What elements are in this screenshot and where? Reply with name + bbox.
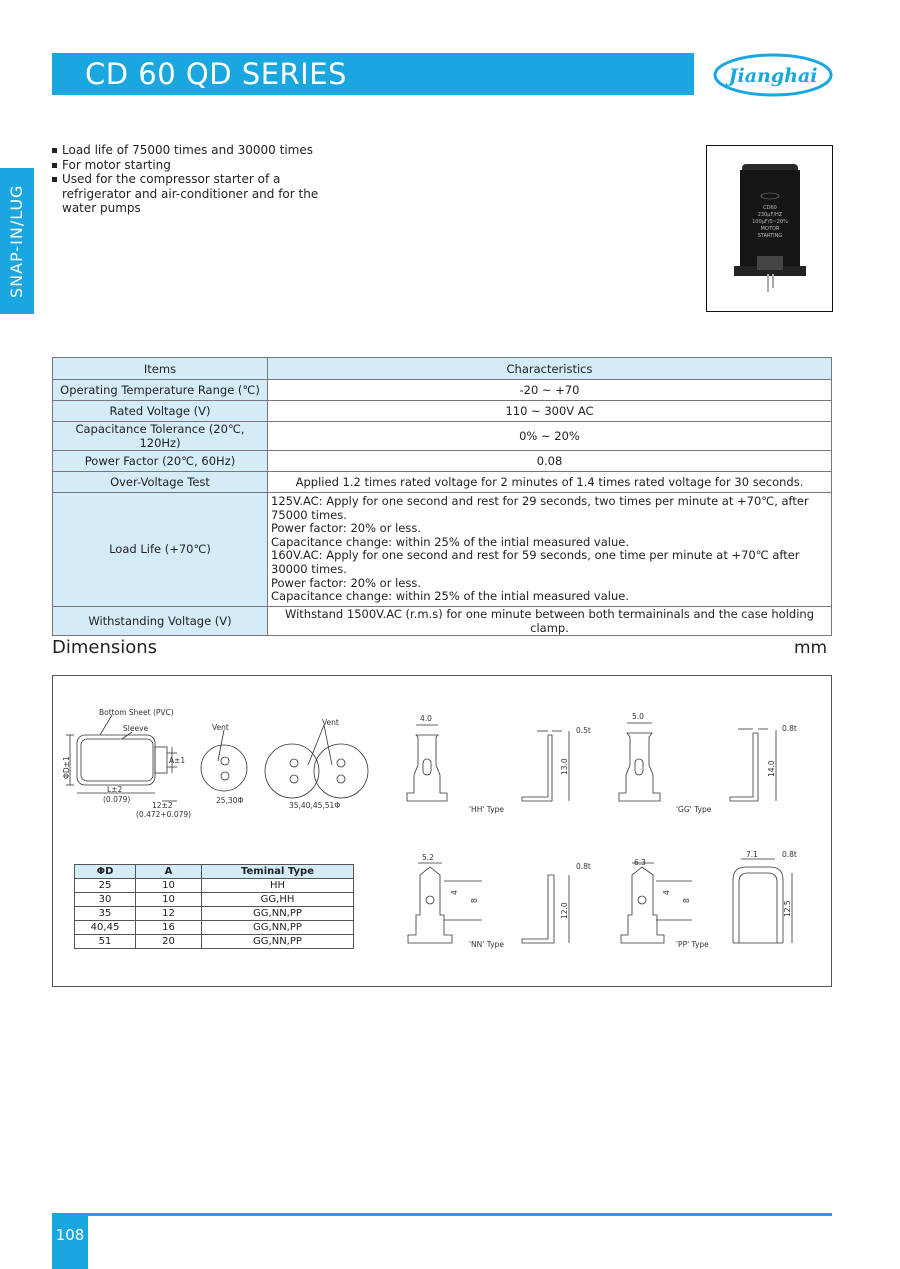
svg-text:14.0: 14.0 — [767, 760, 776, 777]
label-vent-large: Vent — [322, 718, 339, 727]
header-items: Items — [53, 358, 268, 380]
label-l-tol: (0.079) — [103, 795, 131, 804]
svg-text:8: 8 — [470, 898, 479, 903]
label-sleeve: Sleeve — [123, 724, 149, 733]
svg-text:13.0: 13.0 — [560, 758, 569, 775]
table-row: Rated Voltage (V) 110 ~ 300V AC — [53, 401, 832, 422]
svg-text:100μF/0~20%: 100μF/0~20% — [752, 219, 788, 225]
svg-text:0.8t: 0.8t — [782, 850, 797, 859]
header-characteristics: Characteristics — [268, 358, 832, 380]
jianghai-logo — [712, 52, 834, 98]
table-row: Load Life (+70℃) 125V.AC: Apply for one second and rest for 29 seconds, two times per minute at +70℃, after 75000 times. Power factor: 20% or less. Capacitance change: within 25% of the intial measured value. 160V.AC: Apply for one second and rest for 59 seconds, one time per minute at +70℃ after 30000 times. Power factor: 20% or less. Capacitance change: within 25% of the intial measured value. — [53, 493, 832, 607]
svg-text:0.5t: 0.5t — [576, 726, 591, 735]
page-number: 108 — [55, 1226, 85, 1244]
svg-text:'NN' Type: 'NN' Type — [469, 940, 504, 949]
svg-text:STARTING: STARTING — [757, 233, 783, 239]
svg-text:0.8t: 0.8t — [576, 862, 591, 871]
table-row: 51 20 GG,NN,PP — [75, 935, 354, 949]
svg-text:'HH' Type: 'HH' Type — [469, 805, 505, 814]
svg-text:MOTOR: MOTOR — [760, 226, 780, 232]
feature-list — [52, 143, 322, 216]
svg-text:12.5: 12.5 — [783, 900, 792, 917]
svg-text:'PP' Type: 'PP' Type — [676, 940, 709, 949]
table-row: 40,45 16 GG,NN,PP — [75, 921, 354, 935]
svg-text:7.1: 7.1 — [746, 850, 758, 859]
svg-text:'GG' Type: 'GG' Type — [676, 805, 712, 814]
label-bottom-sheet: Bottom Sheet (PVC) — [99, 708, 174, 717]
svg-text:4: 4 — [450, 890, 459, 895]
table-row: 30 10 GG,HH — [75, 893, 354, 907]
svg-text:CD60: CD60 — [763, 205, 777, 211]
product-photo — [706, 145, 833, 312]
characteristics-table — [52, 357, 832, 636]
svg-text:5.0: 5.0 — [632, 712, 644, 721]
label-twelve: 12±2 — [152, 801, 173, 810]
page-title: CD 60 QD SERIES — [85, 57, 347, 91]
dimension-table: ΦD A Teminal Type 25 10 HH 30 10 GG,HH 35 12 GG,NN,PP 40,45 16 GG,NN,PP 51 20 GG,NN,PP — [74, 864, 354, 949]
feature-item: Load life of 75000 times and 30000 times — [52, 143, 322, 158]
svg-text:4: 4 — [662, 890, 671, 895]
label-a: A±1 — [169, 756, 186, 765]
dimensions-unit: mm — [794, 638, 828, 658]
label-size-small: 25,30Φ — [216, 796, 244, 805]
table-row: Over-Voltage Test Applied 1.2 times rated voltage for 2 minutes of 1.4 times rated voltage for 30 seconds. — [53, 472, 832, 493]
feature-item: Used for the compressor starter of a refrigerator and air-conditioner and for the water pumps — [52, 172, 322, 216]
table-row: 35 12 GG,NN,PP — [75, 907, 354, 921]
capacitor-image — [707, 146, 831, 310]
table-row: Capacitance Tolerance (20℃, 120Hz) 0% ~ 20% — [53, 422, 832, 451]
svg-text:6.3: 6.3 — [634, 858, 646, 867]
dimensions-title: Dimensions — [52, 637, 158, 658]
svg-text:8: 8 — [682, 898, 691, 903]
svg-text:12.0: 12.0 — [560, 902, 569, 919]
svg-text:5.2: 5.2 — [422, 853, 434, 862]
table-row: Withstanding Voltage (V) Withstand 1500V.AC (r.m.s) for one minute between both termaininals and the case holding clamp. — [53, 606, 832, 635]
label-phid: ΦD±1 — [62, 756, 71, 779]
footer-line — [52, 1213, 832, 1216]
label-vent-small: Vent — [212, 723, 229, 732]
svg-text:230μF/HZ: 230μF/HZ — [757, 212, 783, 218]
load-life-text: 125V.AC: Apply for one second and rest for 29 seconds, two times per minute at +70℃, after 75000 times. Power factor: 20% or less. Capacitance change: within 25% of the intial measured value. 160V.AC: Apply for one second and rest for 59 seconds, one time per minute at +70℃ after 30000 times. Power factor: 20% or less. Capacitance change: within 25% of the intial measured value. — [268, 493, 832, 607]
logo-text: Jianghai — [728, 65, 818, 87]
table-row: Power Factor (20℃, 60Hz) 0.08 — [53, 451, 832, 472]
table-row: 25 10 HH — [75, 879, 354, 893]
side-tab-label: SNAP-IN/LUG — [7, 184, 26, 298]
label-size-large: 35,40,45,51Φ — [289, 801, 341, 810]
label-l: L±2 — [107, 785, 123, 794]
table-row: Operating Temperature Range (℃) -20 ~ +70 — [53, 380, 832, 401]
svg-text:0.8t: 0.8t — [782, 724, 797, 733]
feature-item: For motor starting — [52, 158, 322, 173]
label-twelve-tol: (0.472+0.079) — [136, 810, 192, 819]
svg-text:4.0: 4.0 — [420, 714, 432, 723]
